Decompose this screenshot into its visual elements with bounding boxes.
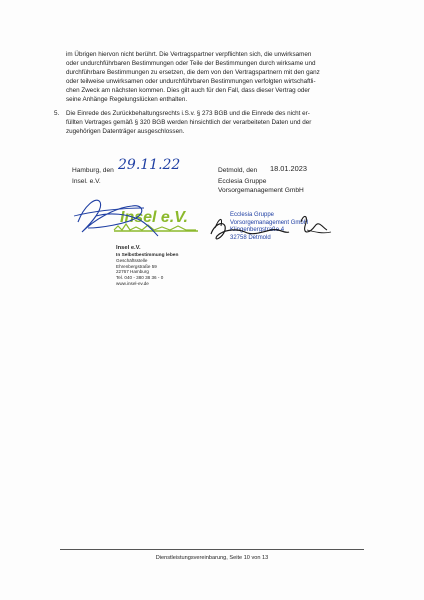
page-footer: Dienstleistungsvereinbarung, Seite 10 von 13 [155, 555, 269, 561]
footer-rule [60, 549, 364, 550]
left-party: Insel. e.V. [72, 178, 101, 185]
stamp-line: Ecclesia Gruppe [230, 212, 275, 218]
svg-text:Insel e.V.: Insel e.V. [120, 209, 188, 226]
text-line: oder undurchführbaren Bestimmungen oder Teile der Bestimmungen durch wirksame und [66, 60, 316, 67]
text-line: seine Anhänge Regelungslücken enthalten. [66, 96, 188, 103]
text-line: im Übrigen hiervon nicht berührt. Die Vertragspartner verpflichten sich, die unwirksamen [66, 51, 312, 58]
stamp-line: 32758 Detmold [230, 234, 271, 241]
left-place-label: Hamburg, den [72, 167, 114, 174]
insel-stamp [116, 245, 178, 286]
stamp-line: 22767 Hamburg [116, 269, 149, 275]
item-number: 5. [54, 110, 60, 117]
stamp-line: Insel e.V. [116, 245, 141, 251]
right-party-line: Vorsorgemanagement GmbH [218, 187, 304, 194]
continuation-paragraph [66, 50, 370, 104]
text-line: oder teilweise unwirksamen oder undurchführbaren Bestimmungen verfolgten wirtschaftli- [66, 78, 316, 85]
stamp-line: Tel. 040 - 380 38 36 - 0 [116, 274, 164, 280]
text-line: füllten Vertrages gemäß § 320 BGB werden hinsichtlich der verarbeiteten Daten und der [66, 119, 312, 126]
text-line: Die Einrede des Zurückbehaltungsrechts i.S.v. § 273 BGB und die Einrede des nicht er- [66, 110, 310, 117]
item-5-paragraph [66, 109, 370, 136]
text-line: chen Zweck am nächsten kommen. Dies gilt auch für den Fall, dass dieser Vertrag oder [66, 87, 310, 94]
stamp-line: Klingenbergstraße 4 [230, 227, 285, 234]
text-line: zugehörigen Datenträger ausgeschlossen. [66, 128, 185, 135]
stamp-line: In Selbstbestimmung leben [116, 252, 179, 258]
stamp-line: Vorsorgemanagement GmbH [230, 219, 309, 226]
handwritten-date: 29.11.22 [118, 157, 181, 173]
stamp-line: Ehrenbergstraße 59 [116, 263, 157, 269]
text-line: durchführbare Bestimmungen zu ersetzen, die dem von den Vertragspartnern mit den ganz [66, 69, 320, 76]
stamp-line: Geschäftsstelle [116, 258, 148, 264]
right-date: 18.01.2023 [270, 164, 307, 173]
ecclesia-signatures [205, 212, 335, 252]
stamp-line: www.insel-ev.de [116, 280, 149, 286]
right-place-label: Detmold, den [218, 167, 258, 174]
right-party-line: Ecclesia Gruppe [218, 178, 267, 185]
